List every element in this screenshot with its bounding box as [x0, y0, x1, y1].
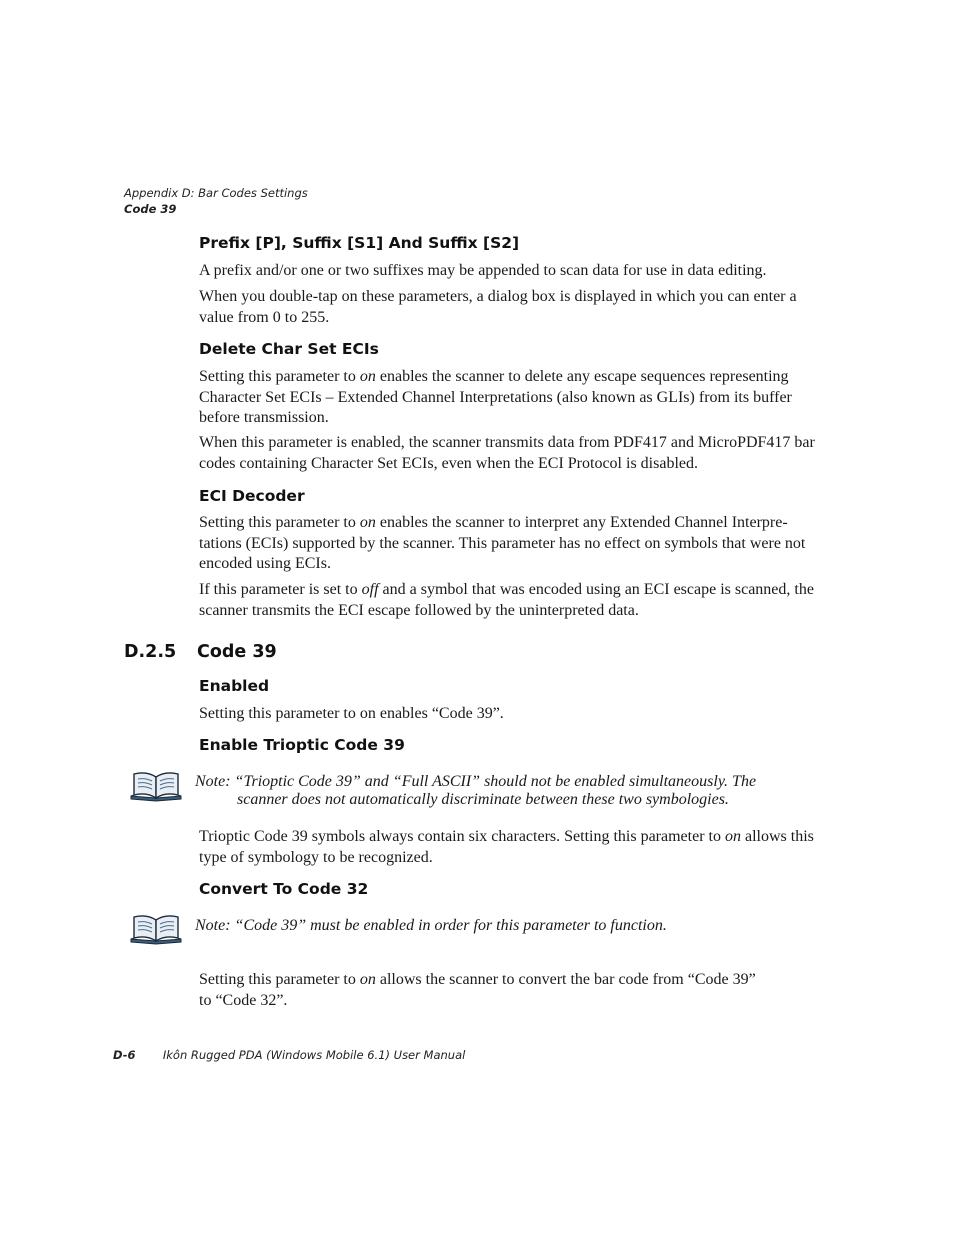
heading-enable-trioptic: Enable Trioptic Code 39	[199, 736, 405, 754]
heading-eci-decoder: ECI Decoder	[199, 487, 305, 505]
paragraph-delete-char-1: Setting this parameter to on enables the scanner to delete any escape sequences representing Character Set ECIs – Extended Channel Interpretations (also known as GLIs) from its buffer before transmission.	[199, 368, 792, 426]
heading-convert-code32: Convert To Code 32	[199, 880, 369, 898]
paragraph-eci-decoder-2: If this parameter is set to off and a symbol that was encoded using an ECI escape is scanned, the scanner transmits the ECI escape followed by the uninterpreted data.	[199, 581, 814, 619]
note-convert: Note: “Code 39” must be enabled in order for this parameter to function.	[195, 917, 667, 934]
note-trioptic-line1: Note: “Trioptic Code 39” and “Full ASCII” should not be enabled simultaneously. The	[195, 773, 757, 790]
footer-page-number: D-6	[113, 1048, 136, 1062]
running-header-section: Code 39	[124, 202, 177, 216]
running-header	[124, 185, 308, 217]
paragraph-trioptic: Trioptic Code 39 symbols always contain six characters. Setting this parameter to on allows this type of symbology to be recognized.	[199, 828, 814, 866]
paragraph-enabled: Setting this parameter to on enables “Code 39”.	[199, 705, 504, 722]
open-book-icon	[128, 770, 184, 802]
open-book-icon	[128, 913, 184, 945]
heading-enabled: Enabled	[199, 677, 270, 695]
emphasis-on: on	[359, 971, 376, 988]
paragraph-delete-char-2: When this parameter is enabled, the scanner transmits data from PDF417 and MicroPDF417 bar codes containing Character Set ECIs, even when the ECI Protocol is disabled.	[199, 434, 815, 472]
heading-delete-char-set: Delete Char Set ECIs	[199, 340, 379, 358]
emphasis-on: on	[359, 514, 376, 531]
paragraph-prefix-1: A prefix and/or one or two suffixes may be appended to scan data for use in data editing.	[199, 262, 767, 279]
paragraph-convert: Setting this parameter to on allows the scanner to convert the bar code from “Code 39” to “Code 32”.	[199, 971, 756, 1009]
section-number: D.2.5	[124, 642, 177, 662]
paragraph-prefix-2: When you double-tap on these parameters, a dialog box is displayed in which you can enter a value from 0 to 255.	[199, 288, 797, 326]
section-title-code39: Code 39	[197, 642, 277, 662]
paragraph-eci-decoder-1: Setting this parameter to on enables the scanner to interpret any Extended Channel Interpre-tations (ECIs) supported by the scanner. This parameter has no effect on symbols that were not encoded using ECIs.	[199, 514, 806, 572]
emphasis-off: off	[361, 581, 379, 598]
emphasis-on: on	[359, 368, 376, 385]
emphasis-on: on	[724, 828, 741, 845]
running-header-appendix: Appendix D: Bar Codes Settings	[124, 186, 308, 200]
note-trioptic	[195, 773, 795, 808]
heading-prefix-suffix: Prefix [P], Suffix [S1] And Suffix [S2]	[199, 234, 520, 252]
footer	[113, 1048, 465, 1062]
note-trioptic-line2: scanner does not automatically discriminate between these two symbologies.	[237, 790, 729, 808]
footer-title: Ikôn Rugged PDA (Windows Mobile 6.1) User Manual	[162, 1048, 466, 1062]
